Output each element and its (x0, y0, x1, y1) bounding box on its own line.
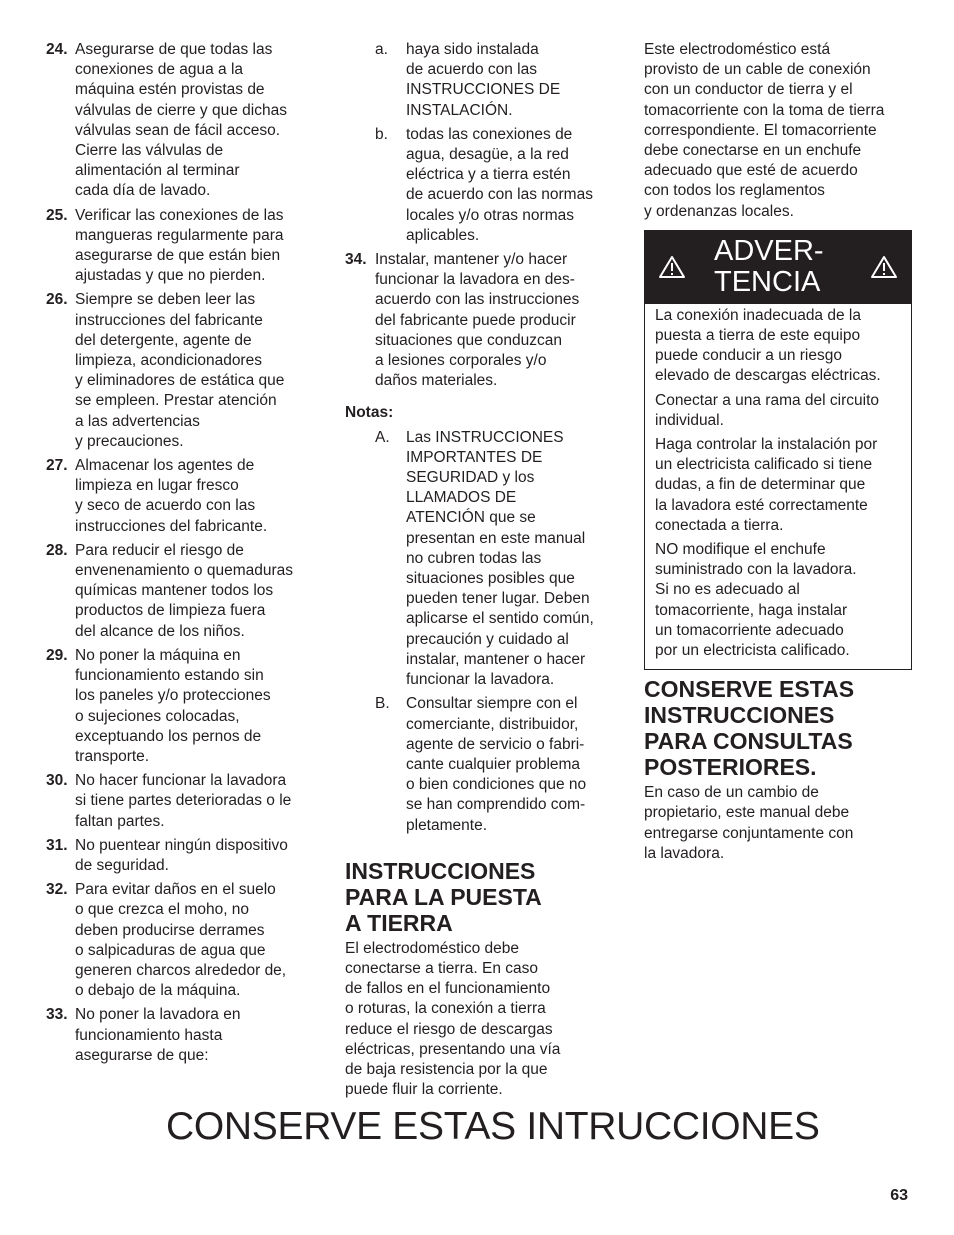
list-item (46, 456, 314, 537)
column-left (46, 40, 314, 1070)
list-item (46, 40, 314, 202)
sub-item-text: haya sido instalada de acuerdo con las INSTRUCCIONES DE INSTALACIÓN. (406, 41, 561, 119)
item-number: 33. (46, 1006, 68, 1024)
item-text: Asegurarse de que todas las conexiones de agua a la máquina estén provistas de válvulas de cierre y que dichas válvulas sean de fácil acceso. Cierre las válvulas de alimentación al terminar cada día de lavado. (75, 41, 287, 200)
warning-paragraph: La conexión inadecuada de la puesta a tierra de este equipo puede conducir a un riesgo elevado de descargas eléctricas. (655, 306, 881, 385)
sub-list-item (345, 125, 613, 246)
list-item (46, 541, 314, 642)
warning-header (645, 231, 911, 304)
sub-list-item (345, 40, 613, 121)
warning-box (644, 230, 912, 670)
warning-paragraph: Haga controlar la instalación por un electricista calificado si tiene dudas, a fin de determinar que la lavadora esté correctamente conectada a tierra. (655, 436, 878, 534)
column-right (644, 40, 912, 864)
warning-title: ADVER- TENCIA (714, 235, 824, 299)
item-number: 30. (46, 772, 68, 790)
item-number: 25. (46, 206, 68, 224)
item-text: Para reducir el riesgo de envenenamiento o quemaduras químicas mantener todos los productos de limpieza fuera del alcance de los niños. (75, 541, 294, 640)
sub-item-text: todas las conexiones de agua, desagüe, a la red eléctrica y a tierra estén de acuerdo con las normas locales y/o otras normas aplicables. (406, 125, 593, 244)
warning-paragraph: Conectar a una rama del circuito individual. (655, 391, 880, 429)
list-item (46, 206, 314, 287)
notes-heading: Notas: (345, 404, 394, 422)
item-number: 34. (345, 251, 367, 269)
item-number: 28. (46, 541, 68, 559)
list-item (345, 250, 613, 391)
list-item (46, 646, 314, 767)
grounding-intro: Este electrodoméstico está provisto de un cable de conexión con un conductor de tierra y el tomacorriente con la toma de tierra correspondiente. El tomacorriente debe conectarse en un enchufe adecuado que esté de acuerdo con todos los reglamentos y ordenanzas locales. (644, 41, 885, 220)
warning-body (645, 304, 911, 669)
page-footer-title: CONSERVE ESTAS INTRUCCIONES (166, 1105, 820, 1148)
item-text: No puentear ningún dispositivo de seguridad. (75, 836, 288, 874)
warning-triangle-icon (870, 255, 898, 279)
grounding-heading: INSTRUCCIONES PARA LA PUESTA A TIERRA (345, 857, 542, 936)
item-number: 24. (46, 41, 68, 58)
list-item (46, 771, 314, 832)
sub-item-label: a. (375, 41, 388, 58)
note-label: B. (375, 695, 390, 713)
note-item (345, 694, 613, 835)
item-text: Verificar las conexiones de las mangueras regularmente para asegurarse de que están bien ajustadas y que no pierden. (75, 206, 284, 285)
note-text: Consultar siempre con el comerciante, distribuidor, agente de servicio o fabri- cante cualquier problema o bien condiciones que no se han comprendido com- pletamente. (406, 695, 587, 834)
list-item (46, 880, 314, 1001)
column-middle (345, 40, 613, 1100)
item-number: 31. (46, 836, 68, 854)
sub-item-label: b. (375, 125, 388, 143)
item-number: 29. (46, 646, 68, 664)
keep-instructions-text: En caso de un cambio de propietario, este manual debe entregarse conjuntamente con la lavadora. (644, 784, 854, 862)
item-text: No hacer funcionar la lavadora si tiene partes deterioradas o le faltan partes. (75, 772, 292, 830)
item-number: 26. (46, 291, 68, 309)
keep-instructions-heading: CONSERVE ESTAS INSTRUCCIONES PARA CONSULTAS POSTERIORES. (644, 676, 855, 781)
note-item (345, 428, 613, 691)
item-text: Almacenar los agentes de limpieza en lugar fresco y seco de acuerdo con las instrucciones del fabricante. (75, 457, 268, 535)
grounding-text: El electrodoméstico debe conectarse a tierra. En caso de fallos en el funcionamiento o roturas, la conexión a tierra reduce el riesgo de descargas eléctricas, presentando una vía de baja resistencia por la que puede fluir la corriente. (345, 939, 561, 1099)
page-number: 63 (890, 1187, 908, 1204)
item-number: 32. (46, 881, 68, 899)
warning-paragraph: NO modifique el enchufe suministrado con la lavadora. Si no es adecuado al tomacorriente, haga instalar un tomacorriente adecuado por un electricista calificado. (655, 541, 857, 660)
item-text: No poner la lavadora en funcionamiento hasta asegurarse de que: (75, 1006, 241, 1064)
item-text: No poner la máquina en funcionamiento estando sin los paneles y/o protecciones o sujeciones colocadas, exceptuando los pernos de transporte. (75, 646, 271, 765)
list-item (46, 290, 314, 452)
list-item (46, 836, 314, 876)
item-number: 27. (46, 457, 68, 475)
warning-triangle-icon (658, 255, 686, 279)
item-text: Para evitar daños en el suelo o que crezca el moho, no deben producirse derrames o salpicaduras de agua que generen charcos alrededor de, o debajo de la máquina. (75, 881, 287, 1000)
note-text: Las INSTRUCCIONES IMPORTANTES DE SEGURIDAD y los LLAMADOS DE ATENCIÓN que se presentan en este manual no cubren todas las situaciones posibles que pueden tener lugar. Deben aplicarse el sentido común, precaución y cuidado al instalar, mantener o hacer funcionar la lavadora. (406, 428, 594, 689)
item-text: Instalar, mantener y/o hacer funcionar la lavadora en des- acuerdo con las instrucciones del fabricante puede producir situaciones que conduzcan a lesiones corporales y/o daños materiales. (375, 251, 580, 390)
list-item (46, 1005, 314, 1066)
note-label: A. (375, 428, 390, 446)
item-text: Siempre se deben leer las instrucciones del fabricante del detergente, agente de limpieza, acondicionadores y eliminadores de estática que se empleen. Prestar atención a las advertencias y precauciones. (75, 291, 285, 450)
